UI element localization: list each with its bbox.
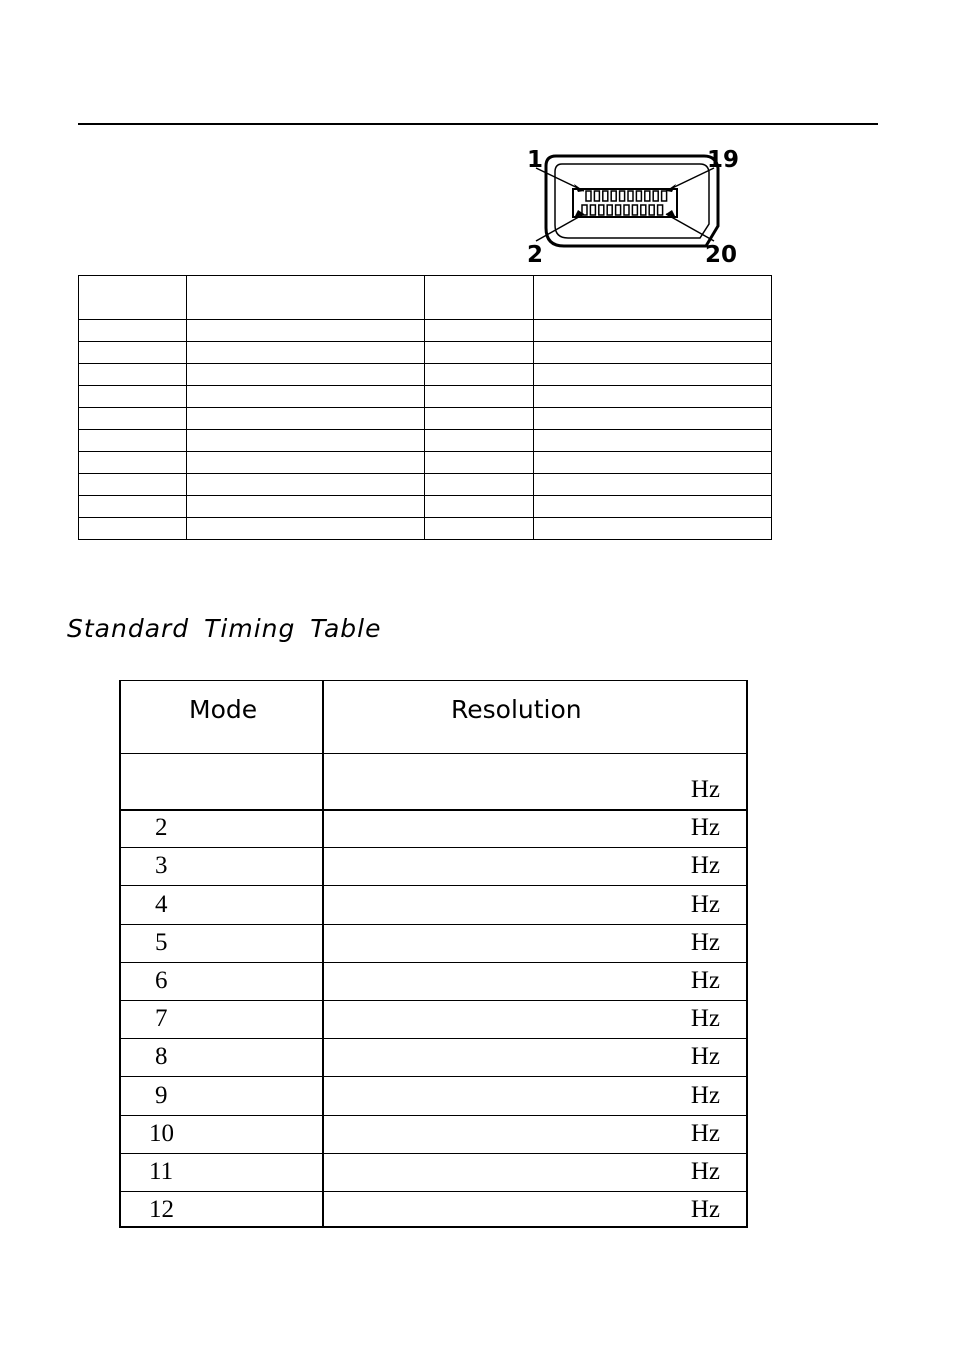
pin-table-cell bbox=[534, 430, 772, 452]
pin-table-row bbox=[79, 430, 772, 452]
pin-table-cell bbox=[425, 518, 534, 540]
pin-table-row bbox=[79, 408, 772, 430]
connector-pin bbox=[616, 205, 621, 215]
pin-table-cell bbox=[534, 518, 772, 540]
connector-pinout-diagram bbox=[524, 146, 739, 266]
pin-table-cell bbox=[425, 320, 534, 342]
pin-table-cell bbox=[425, 430, 534, 452]
pin-table-cell bbox=[534, 496, 772, 518]
pin-table-cell bbox=[79, 342, 187, 364]
pin-table-cell bbox=[425, 496, 534, 518]
pin-table-header-row bbox=[79, 276, 772, 320]
pin-table-row bbox=[79, 496, 772, 518]
timing-mode-cell: 10 bbox=[149, 1119, 174, 1147]
timing-unit-cell: Hz bbox=[690, 967, 720, 994]
timing-unit-cell: Hz bbox=[690, 1119, 720, 1147]
timing-unit-cell: Hz bbox=[690, 1196, 720, 1224]
row-divider bbox=[121, 1000, 746, 1001]
pin-label-1: 1 bbox=[527, 147, 544, 173]
pin-table-cell bbox=[425, 276, 534, 320]
connector-pin bbox=[607, 205, 612, 215]
connector-pins-top bbox=[586, 191, 667, 201]
pin-table-row bbox=[79, 364, 772, 386]
connector-pin bbox=[611, 191, 616, 201]
standard-timing-table bbox=[119, 680, 748, 1228]
pin-table-cell bbox=[187, 364, 425, 386]
timing-unit-cell: Hz bbox=[690, 928, 720, 956]
timing-unit-cell: Hz bbox=[690, 852, 720, 880]
pin-table-cell bbox=[79, 474, 187, 496]
connector-pin bbox=[628, 191, 633, 201]
row-divider bbox=[121, 753, 746, 754]
connector-pin bbox=[603, 191, 608, 201]
pin-table-row bbox=[79, 386, 772, 408]
pin-table-cell bbox=[425, 408, 534, 430]
row-divider bbox=[121, 847, 746, 848]
connector-pin bbox=[641, 205, 646, 215]
pin-table-cell bbox=[79, 518, 187, 540]
timing-unit-cell: Hz bbox=[690, 890, 720, 918]
column-divider bbox=[322, 681, 324, 1226]
pin-table-cell bbox=[187, 408, 425, 430]
section-title: Standard Timing Table bbox=[67, 614, 382, 643]
pin-table-cell bbox=[79, 320, 187, 342]
timing-mode-cell: 4 bbox=[155, 890, 168, 918]
header-mode: Mode bbox=[189, 695, 258, 724]
timing-mode-cell: 12 bbox=[149, 1196, 174, 1224]
connector-pin bbox=[636, 191, 641, 201]
connector-pin bbox=[632, 205, 637, 215]
pin-assignment-table bbox=[78, 275, 772, 540]
row-divider bbox=[121, 1038, 746, 1039]
connector-pin bbox=[624, 205, 629, 215]
timing-unit-cell: Hz bbox=[690, 776, 720, 803]
connector-pin bbox=[658, 205, 663, 215]
timing-unit-cell: Hz bbox=[690, 1081, 720, 1109]
header-resolution: Resolution bbox=[451, 695, 582, 724]
timing-mode-cell: 5 bbox=[155, 928, 168, 956]
connector-pin bbox=[653, 191, 658, 201]
pin-table-cell bbox=[187, 518, 425, 540]
row-divider bbox=[121, 885, 746, 886]
timing-mode-cell: 11 bbox=[149, 1158, 174, 1185]
connector-pin bbox=[645, 191, 650, 201]
timing-mode-cell: 2 bbox=[155, 814, 168, 842]
pin-table-row bbox=[79, 452, 772, 474]
connector-pin bbox=[599, 205, 604, 215]
timing-mode-cell: 6 bbox=[155, 967, 168, 994]
pin-table-cell bbox=[187, 386, 425, 408]
pin-table-cell bbox=[187, 320, 425, 342]
pin-table-cell bbox=[79, 430, 187, 452]
row-divider bbox=[121, 924, 746, 925]
connector-pins-bottom bbox=[582, 205, 663, 215]
pin-table-row bbox=[79, 518, 772, 540]
connector-pin bbox=[662, 191, 667, 201]
pin-table-cell bbox=[79, 408, 187, 430]
pin-table-cell bbox=[425, 386, 534, 408]
pin-table-cell bbox=[534, 364, 772, 386]
pin-table-cell bbox=[187, 342, 425, 364]
connector-pin bbox=[586, 191, 591, 201]
pin-table-cell bbox=[534, 320, 772, 342]
pin-table-cell bbox=[534, 474, 772, 496]
pin-table-cell bbox=[79, 452, 187, 474]
pin-table-cell bbox=[425, 474, 534, 496]
row-divider bbox=[121, 962, 746, 963]
pin-table-cell bbox=[425, 452, 534, 474]
timing-mode-cell: 7 bbox=[155, 1005, 168, 1033]
pin-table-cell bbox=[534, 342, 772, 364]
row-divider bbox=[121, 809, 746, 811]
timing-unit-cell: Hz bbox=[690, 1158, 720, 1185]
pin-table-cell bbox=[187, 496, 425, 518]
pin-table-row bbox=[79, 474, 772, 496]
row-divider bbox=[121, 1153, 746, 1154]
pin-table-cell bbox=[187, 276, 425, 320]
row-divider bbox=[121, 1115, 746, 1116]
pin-table-row bbox=[79, 342, 772, 364]
pin-table-cell bbox=[79, 364, 187, 386]
timing-mode-cell: 9 bbox=[155, 1081, 168, 1109]
timing-unit-cell: Hz bbox=[690, 814, 720, 842]
pin-table-cell bbox=[79, 276, 187, 320]
pin-table-cell bbox=[79, 496, 187, 518]
connector-pin bbox=[590, 205, 595, 215]
pin-table-cell bbox=[425, 364, 534, 386]
pin-table-cell bbox=[425, 342, 534, 364]
timing-mode-cell: 8 bbox=[155, 1043, 168, 1071]
pin-label-20: 20 bbox=[705, 242, 738, 266]
pin-table-cell bbox=[534, 452, 772, 474]
connector-pin bbox=[594, 191, 599, 201]
connector-pin bbox=[620, 191, 625, 201]
timing-unit-cell: Hz bbox=[690, 1005, 720, 1033]
pin-label-2: 2 bbox=[527, 242, 544, 266]
pin-table-row bbox=[79, 320, 772, 342]
connector-pin bbox=[649, 205, 654, 215]
pin-table-cell bbox=[79, 386, 187, 408]
pin-table-cell bbox=[187, 452, 425, 474]
pin-label-19: 19 bbox=[707, 147, 739, 173]
row-divider bbox=[121, 1076, 746, 1077]
header-rule bbox=[78, 123, 878, 125]
timing-unit-cell: Hz bbox=[690, 1043, 720, 1071]
pin-table-cell bbox=[534, 386, 772, 408]
row-divider bbox=[121, 1191, 746, 1192]
pin-table-cell bbox=[187, 474, 425, 496]
pin-table-cell bbox=[534, 276, 772, 320]
pin-table-cell bbox=[534, 408, 772, 430]
timing-mode-cell: 3 bbox=[155, 852, 168, 880]
pin-table-cell bbox=[187, 430, 425, 452]
